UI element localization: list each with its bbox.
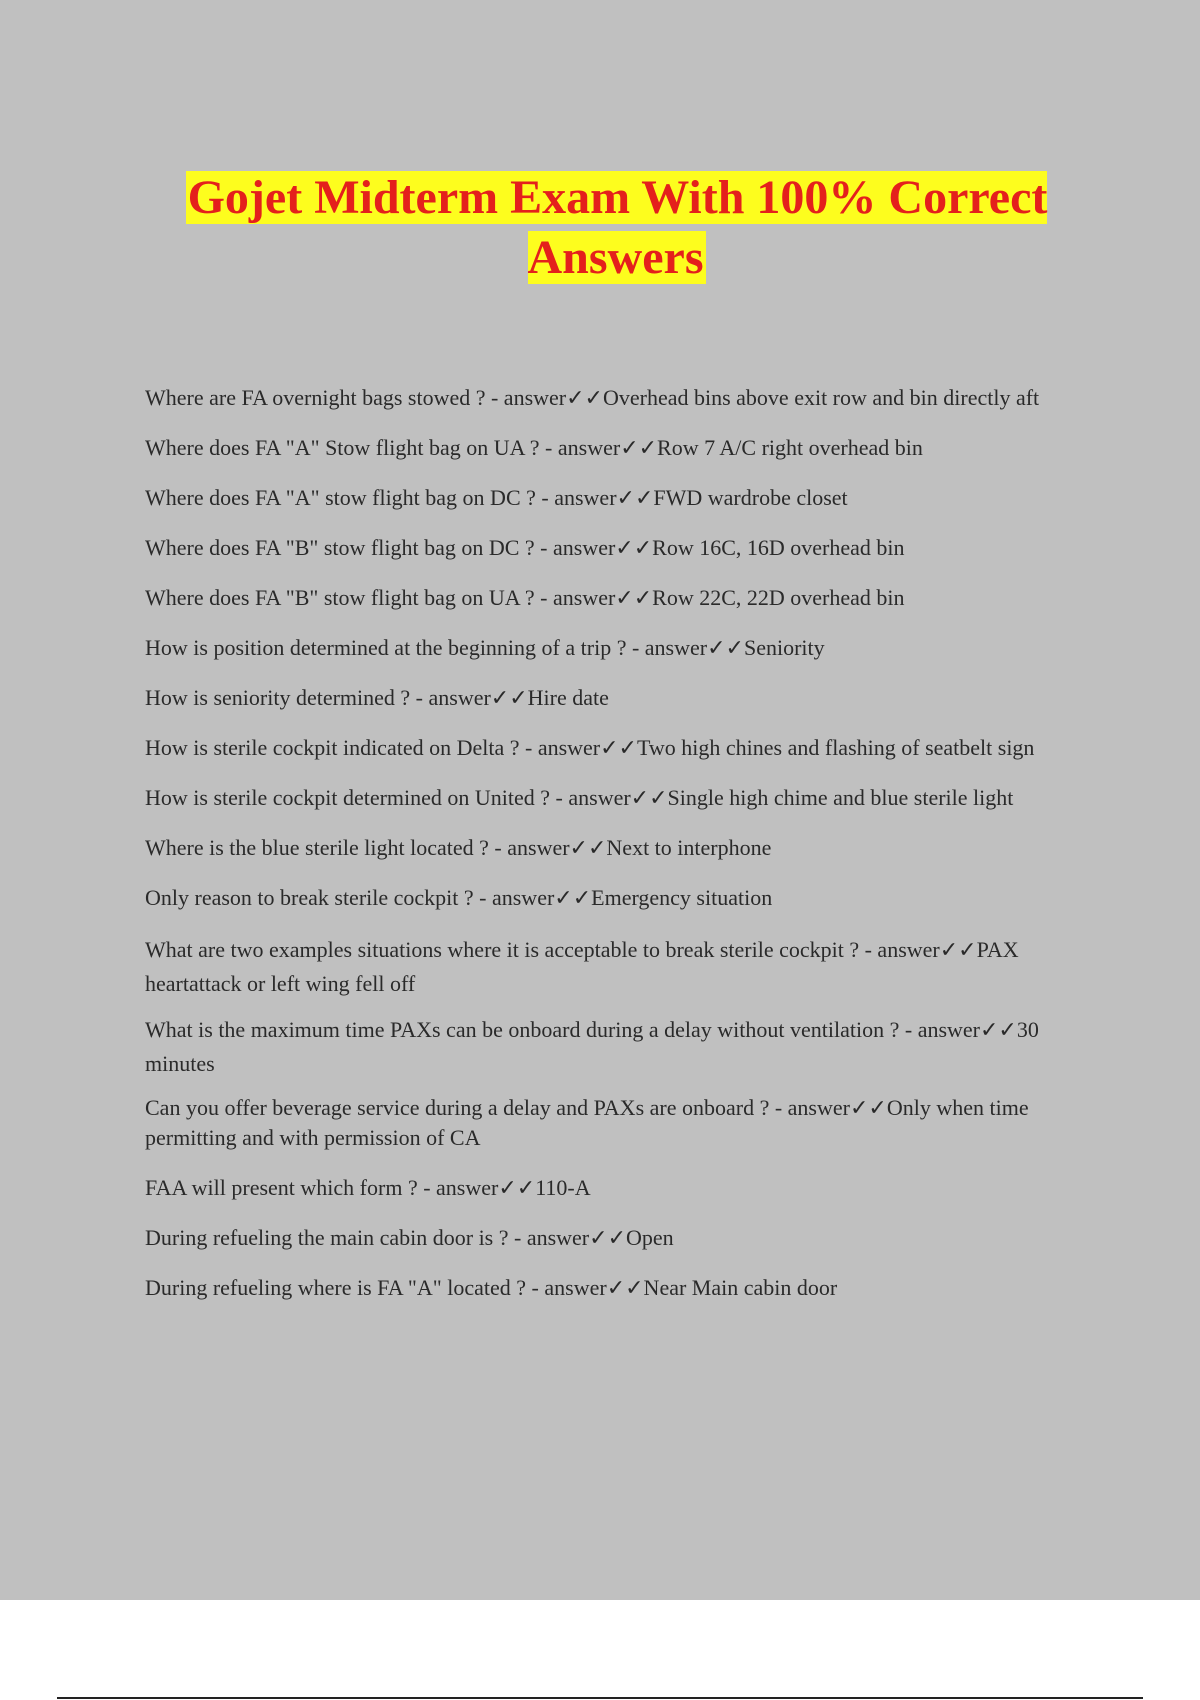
list-item: Where does FA "B" stow flight bag on UA ? - answer✓✓Row 22C, 22D overhead bin (145, 585, 905, 610)
list-item: What is the maximum time PAXs can be onboard during a delay without ventilation ? - answer✓✓30 minutes (145, 1017, 1039, 1076)
list-item: What are two examples situations where it is acceptable to break sterile cockpit ? - answer✓✓PAX heartattack or left wing fell off (145, 937, 1019, 996)
list-item: Where does FA "A" Stow flight bag on UA ? - answer✓✓Row 7 A/C right overhead bin (145, 435, 923, 460)
footer-divider (57, 1697, 1143, 1699)
list-item: Where is the blue sterile light located ? - answer✓✓Next to interphone (145, 835, 772, 860)
list-item: How is sterile cockpit indicated on Delta ? - answer✓✓Two high chines and flashing of seatbelt sign (145, 735, 1035, 760)
list-item: How is position determined at the beginning of a trip ? - answer✓✓Seniority (145, 635, 825, 660)
list-item: Where are FA overnight bags stowed ? - answer✓✓Overhead bins above exit row and bin directly aft (145, 385, 1040, 410)
list-item: Where does FA "B" stow flight bag on DC ? - answer✓✓Row 16C, 16D overhead bin (145, 535, 905, 560)
list-item: How is seniority determined ? - answer✓✓Hire date (145, 685, 609, 710)
document-title (120, 168, 1113, 288)
list-item: During refueling the main cabin door is ? - answer✓✓Open (145, 1225, 674, 1250)
list-item: How is sterile cockpit determined on United ? - answer✓✓Single high chime and blue sterile light (145, 785, 1014, 810)
document-title-text: Gojet Midterm Exam With 100% Correct Answers (187, 171, 1048, 284)
list-item: Only reason to break sterile cockpit ? - answer✓✓Emergency situation (145, 885, 773, 910)
list-item: FAA will present which form ? - answer✓✓110-A (145, 1175, 591, 1200)
list-item: Where does FA "A" stow flight bag on DC ? - answer✓✓FWD wardrobe closet (145, 485, 848, 510)
qa-list (145, 383, 1090, 1323)
list-item: Can you offer beverage service during a delay and PAXs are onboard ? - answer✓✓Only when time permitting and with permission of CA (145, 1095, 1029, 1150)
list-item: During refueling where is FA "A" located ? - answer✓✓Near Main cabin door (145, 1275, 838, 1300)
